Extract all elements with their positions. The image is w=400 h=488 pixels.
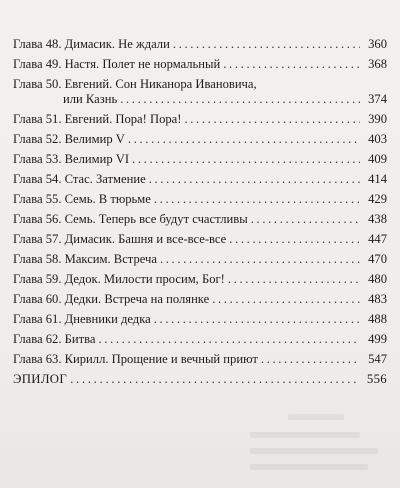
toc-entry-49 [13,57,387,72]
toc-entry-title: Глава 62. Битва [13,332,96,346]
toc-entry-61 [13,312,387,327]
dot-leader [154,192,360,207]
dot-leader [120,92,360,107]
toc-entry-58 [13,252,387,267]
dot-leader [212,292,360,307]
dot-leader [223,57,360,72]
toc-entry-epilog [13,372,387,387]
dot-leader [154,312,360,327]
toc-entry-page: 429 [368,192,387,206]
toc-entry-page: 556 [366,372,387,386]
toc-entry-title: Глава 59. Дедок. Милости просим, Бог! [13,272,225,286]
toc-entry-page: 488 [368,312,387,326]
dot-leader [229,232,360,247]
toc-entry-title-line1: Глава 50. Евгений. Сон Никанора Ивановича, [13,77,257,91]
toc-entry-title: Глава 63. Кирилл. Прощение и вечный приют [13,352,258,366]
dot-leader [228,272,360,287]
toc-entry-title: Глава 49. Настя. Полет не нормальный [13,57,221,71]
toc-entry-title: Глава 52. Велимир V [13,132,125,146]
toc-entry-62 [13,332,387,347]
dot-leader [98,332,360,347]
toc-entry-page: 483 [368,292,387,306]
toc-entry-55 [13,192,387,207]
toc-entry-53 [13,152,387,167]
toc-entry-48 [13,37,387,52]
toc-entry-page: 409 [368,152,387,166]
toc-entry-page: 470 [368,252,387,266]
dot-leader [160,252,360,267]
toc-entry-title: Глава 60. Дедки. Встреча на полянке [13,292,210,306]
dot-leader [149,172,360,187]
toc-entry-60 [13,292,387,307]
toc-entry-title: или Казнь [63,92,118,106]
toc-entry-title: ЭПИЛОГ [13,372,68,386]
toc-entry-page: 390 [368,112,387,126]
dot-leader [128,132,360,147]
toc-entry-title: Глава 61. Дневники дедка [13,312,151,326]
toc-entry-page: 403 [368,132,387,146]
dot-leader [184,112,360,127]
show-through-text [248,402,398,488]
toc-entry-title: Глава 54. Стас. Затмение [13,172,146,186]
toc-entry-51 [13,112,387,127]
toc-entry-page: 499 [368,332,387,346]
dot-leader [132,152,360,167]
toc-entry-56 [13,212,387,227]
toc-entry-52 [13,132,387,147]
toc-entry-63 [13,352,387,367]
toc-entry-title: Глава 57. Димасик. Башня и все-все-все [13,232,227,246]
toc-entry-title: Глава 55. Семь. В тюрьме [13,192,151,206]
toc-entry-title: Глава 48. Димасик. Не ждали [13,37,170,51]
toc-entry-54 [13,172,387,187]
toc-entry-title: Глава 53. Велимир VI [13,152,130,166]
table-of-contents [13,37,387,392]
toc-entry-page: 360 [368,37,387,51]
toc-entry-page: 368 [368,57,387,71]
toc-entry-page: 374 [368,92,387,106]
toc-entry-page: 438 [368,212,387,226]
dot-leader [261,352,360,367]
toc-entry-title: Глава 58. Максим. Встреча [13,252,157,266]
dot-leader [251,212,360,227]
toc-entry-title: Глава 56. Семь. Теперь все будут счастливы [13,212,248,226]
toc-entry-57 [13,232,387,247]
toc-entry-page: 447 [368,232,387,246]
toc-entry-59 [13,272,387,287]
toc-entry-page: 547 [368,352,387,366]
toc-entry-line2 [13,92,387,107]
toc-entry-page: 414 [368,172,387,186]
toc-entry-50 [13,77,387,107]
toc-entry-title: Глава 51. Евгений. Пора! Пора! [13,112,182,126]
toc-entry-page: 480 [368,272,387,286]
dot-leader [173,37,360,52]
dot-leader [70,372,360,387]
